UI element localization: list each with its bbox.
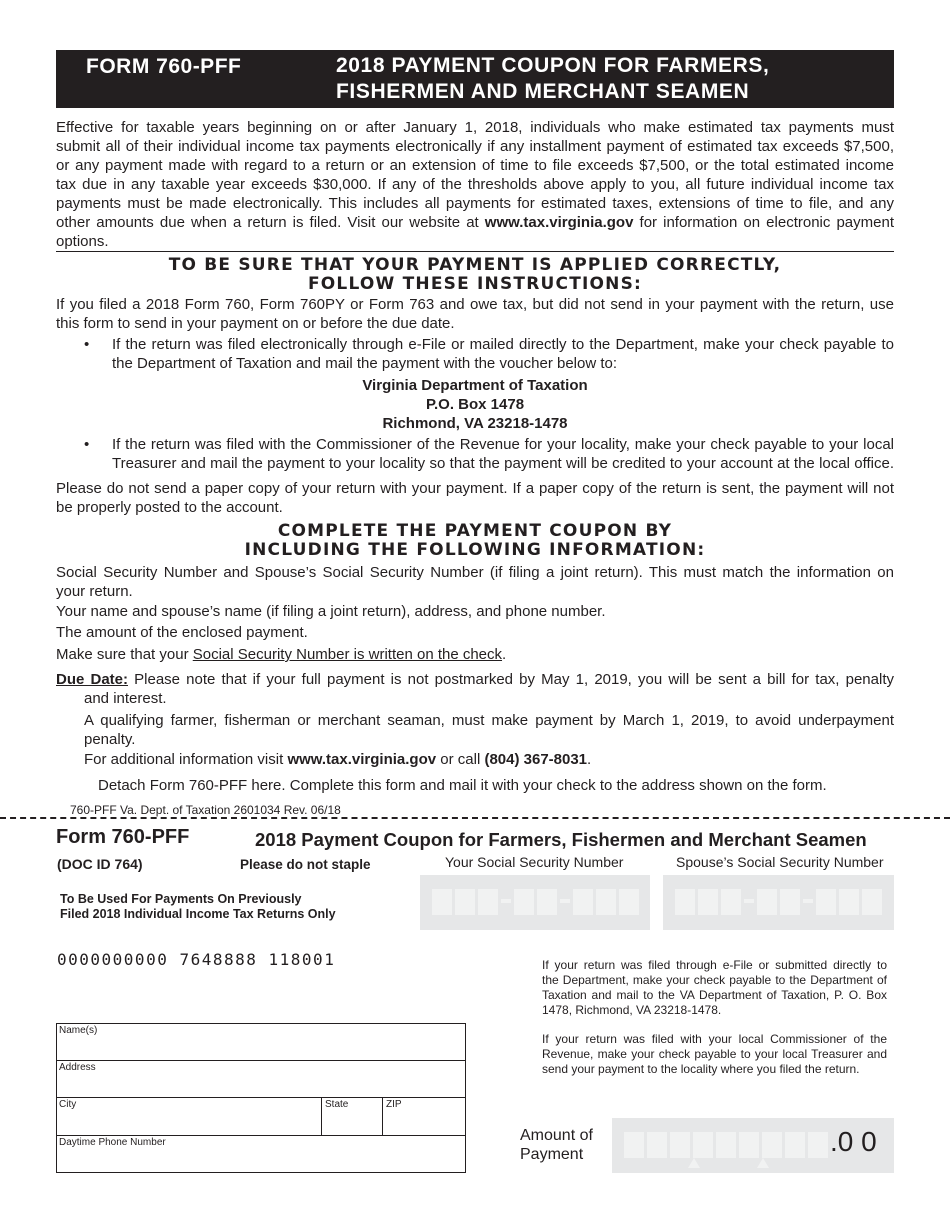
digit-cell bbox=[514, 889, 534, 915]
digit-cell bbox=[670, 1132, 690, 1158]
spouse-ssn-label: Spouse’s Social Security Number bbox=[676, 854, 884, 870]
digit-cell bbox=[573, 889, 593, 915]
your-ssn-label: Your Social Security Number bbox=[445, 854, 624, 870]
coupon-title: 2018 Payment Coupon for Farmers, Fishermen and Merchant Seamen bbox=[255, 829, 867, 850]
text-line: Payment bbox=[520, 1146, 584, 1163]
text-line: Revenue, make your check payable to your local Treasurer and bbox=[542, 1047, 887, 1061]
banner-title bbox=[336, 53, 769, 105]
banner-title-line2: FISHERMEN AND MERCHANT SEAMEN bbox=[336, 80, 750, 103]
underlined-text: Social Security Number is written on the check bbox=[192, 646, 503, 663]
detach-instruction: Detach Form 760-PFF here. Complete this form and mail it with your check to the address shown on the form. bbox=[98, 777, 827, 794]
text-line: the Department, make your check payable to the Department of bbox=[542, 973, 887, 987]
intro-line bbox=[56, 213, 894, 232]
text-line: Filed 2018 Individual Income Tax Returns Only bbox=[60, 907, 336, 921]
state-field[interactable] bbox=[322, 1098, 382, 1135]
amount-field[interactable] bbox=[612, 1118, 894, 1173]
intro-line: or any payment made with regard to a return or an extension of time to file exceeds $7,500, or the total estimated income bbox=[56, 157, 894, 174]
digit-cell bbox=[675, 889, 695, 915]
text-line: be properly posted to the account. bbox=[56, 499, 283, 516]
digit-cell bbox=[455, 889, 475, 915]
section-heading-instructions bbox=[56, 256, 894, 294]
ssn-instruction bbox=[56, 563, 894, 601]
comma-marker-icon bbox=[688, 1158, 700, 1168]
text: . bbox=[587, 751, 592, 768]
heading-line: TO BE SURE THAT YOUR PAYMENT IS APPLIED CORRECTLY, bbox=[168, 255, 782, 275]
form-footer-id: 760-PFF Va. Dept. of Taxation 2601034 Rev. 06/18 bbox=[70, 803, 341, 817]
intro-text: other amounts due when a return is filed. Visit our website at bbox=[56, 214, 485, 231]
digit-cell bbox=[816, 889, 836, 915]
amount-instruction: The amount of the enclosed payment. bbox=[56, 624, 308, 641]
digit-cell bbox=[693, 1132, 713, 1158]
name-label: Name(s) bbox=[59, 1025, 98, 1036]
text-line: Taxation and mail to the VA Department of Taxation, P. O. Box bbox=[542, 988, 887, 1002]
digit-cell bbox=[716, 1132, 736, 1158]
comma-marker-icon bbox=[757, 1158, 769, 1168]
text-line: A qualifying farmer, fisherman or merchant seaman, must make payment by March 1, 2019, to avoid underpayment bbox=[84, 712, 894, 729]
paper-copy-note bbox=[56, 479, 894, 517]
coupon-instructions-locality bbox=[542, 1032, 887, 1077]
text-line: Amount of bbox=[520, 1127, 593, 1144]
text-line: penalty. bbox=[84, 731, 136, 748]
address-line: Virginia Department of Taxation bbox=[362, 377, 588, 394]
text-line: To Be Used For Payments On Previously bbox=[60, 892, 302, 906]
text: or call bbox=[436, 751, 485, 768]
digit-cell bbox=[537, 889, 557, 915]
name-instruction: Your name and spouse’s name (if filing a joint return), address, and phone number. bbox=[56, 603, 606, 620]
bullet-efile bbox=[112, 335, 894, 373]
bullet-icon: • bbox=[84, 336, 90, 353]
intro-line: tax due in any taxable year exceeds $30,000. If any of the thresholds above apply to you, all future individual income tax bbox=[56, 176, 894, 193]
check-instruction bbox=[56, 645, 506, 664]
mailing-address bbox=[56, 376, 894, 433]
digit-cell bbox=[762, 1132, 782, 1158]
digit-cell bbox=[721, 889, 741, 915]
phone-label: Daytime Phone Number bbox=[59, 1137, 166, 1148]
text-line: this form to send in your payment on or before the due date. bbox=[56, 315, 455, 332]
state-label: State bbox=[325, 1099, 349, 1110]
bullet-locality bbox=[112, 435, 894, 473]
due-date-label: Due Date: bbox=[56, 671, 128, 688]
heading-line: FOLLOW THESE INSTRUCTIONS: bbox=[307, 274, 643, 294]
text-line: Treasurer and mail the payment to your locality so that the payment will be credited to your account at the local office. bbox=[112, 455, 894, 472]
your-ssn-field[interactable] bbox=[420, 875, 650, 930]
text-line: If your return was filed through e-File or submitted directly to bbox=[542, 958, 887, 972]
digit-cell bbox=[757, 889, 777, 915]
digit-cell bbox=[647, 1132, 667, 1158]
section-heading-coupon-info bbox=[56, 522, 894, 560]
text-line: 1478, Richmond, VA 23218-1478. bbox=[542, 1003, 722, 1017]
text-line: Social Security Number and Spouse’s Social Security Number (if filing a joint return). This must match the information on bbox=[56, 564, 894, 581]
digit-cell bbox=[839, 889, 859, 915]
text: Please note that if your full payment is not postmarked by May 1, 2019, you will be sent a bill for tax, penalty bbox=[128, 671, 894, 688]
zip-label: ZIP bbox=[386, 1099, 402, 1110]
text-line: your return. bbox=[56, 583, 133, 600]
ocr-scanline: 0000000000 7648888 118001 bbox=[57, 950, 336, 969]
name-field[interactable] bbox=[56, 1024, 466, 1060]
city-field[interactable] bbox=[56, 1098, 321, 1135]
separator-dash bbox=[744, 899, 754, 903]
digit-cell bbox=[596, 889, 616, 915]
bullet-icon: • bbox=[84, 436, 90, 453]
text-line: If the return was filed with the Commissioner of the Revenue for your locality, make your check payable to your local bbox=[112, 436, 894, 453]
digit-cell bbox=[739, 1132, 759, 1158]
intro-paragraph bbox=[56, 118, 894, 251]
heading-line: COMPLETE THE PAYMENT COUPON BY bbox=[277, 521, 673, 541]
usage-note bbox=[60, 892, 336, 922]
amount-label bbox=[520, 1126, 593, 1164]
city-label: City bbox=[59, 1099, 77, 1110]
digit-cell bbox=[862, 889, 882, 915]
digit-cell bbox=[432, 889, 452, 915]
digit-cell bbox=[619, 889, 639, 915]
phone-number: (804) 367-8031 bbox=[484, 751, 588, 768]
text-line: If the return was filed electronically through e-File or mailed directly to the Department, make your check payable to bbox=[112, 336, 894, 353]
intro-line: payments must be made electronically. This includes all payments for estimated taxes, extensions of time to file, and any bbox=[56, 195, 894, 212]
separator-dash bbox=[803, 899, 813, 903]
digit-cell bbox=[698, 889, 718, 915]
cents-value: .0 0 bbox=[830, 1126, 877, 1157]
text: . bbox=[502, 646, 507, 663]
intro-line: options. bbox=[56, 233, 109, 250]
farmer-paragraph bbox=[84, 711, 894, 749]
instructions-paragraph bbox=[56, 295, 894, 333]
address-line: Richmond, VA 23218-1478 bbox=[382, 415, 568, 432]
divider bbox=[56, 251, 894, 252]
website-link[interactable]: www.tax.virginia.gov bbox=[484, 214, 634, 231]
address-line: P.O. Box 1478 bbox=[425, 396, 525, 413]
website-link[interactable]: www.tax.virginia.gov bbox=[287, 751, 437, 768]
text-line: send your payment to the locality where you filed the return. bbox=[542, 1062, 860, 1076]
coupon-instructions-efile bbox=[542, 958, 887, 1018]
digit-cell bbox=[780, 889, 800, 915]
address-label: Address bbox=[59, 1062, 96, 1073]
separator-dash bbox=[501, 899, 511, 903]
digit-cell bbox=[624, 1132, 644, 1158]
due-date-paragraph bbox=[56, 670, 894, 708]
text-line: If you filed a 2018 Form 760, Form 760PY or Form 763 and owe tax, but did not send in your payment with the return, use bbox=[56, 296, 894, 313]
digit-cell bbox=[808, 1132, 828, 1158]
text-line: Please do not send a paper copy of your return with your payment. If a paper copy of the return is sent, the payment will not bbox=[56, 480, 894, 497]
text: For additional information visit bbox=[84, 751, 288, 768]
digit-cell bbox=[478, 889, 498, 915]
text-line: the Department of Taxation and mail the payment with the voucher below to: bbox=[112, 355, 618, 372]
address-field[interactable] bbox=[56, 1061, 466, 1097]
detach-line bbox=[0, 817, 950, 819]
doc-id: (DOC ID 764) bbox=[57, 856, 143, 872]
text-line: and interest. bbox=[84, 690, 167, 707]
separator-dash bbox=[560, 899, 570, 903]
heading-line: INCLUDING THE FOLLOWING INFORMATION: bbox=[244, 540, 706, 560]
additional-info bbox=[84, 750, 591, 769]
text-line: If your return was filed with your local Commissioner of the bbox=[542, 1032, 887, 1046]
spouse-ssn-field[interactable] bbox=[663, 875, 894, 930]
no-staple-note: Please do not staple bbox=[240, 857, 371, 872]
intro-text: for information on electronic payment bbox=[633, 214, 894, 231]
form-banner bbox=[56, 50, 894, 108]
text: Make sure that your bbox=[56, 646, 193, 663]
coupon-form-number: Form 760-PFF bbox=[56, 826, 190, 848]
phone-field[interactable] bbox=[56, 1136, 466, 1172]
intro-line: submit all of their individual income tax payments electronically if any installment payment of estimated tax exceeds $7,500, bbox=[56, 138, 894, 155]
banner-form-number: FORM 760-PFF bbox=[86, 55, 242, 78]
banner-title-line1: 2018 PAYMENT COUPON FOR FARMERS, bbox=[336, 54, 770, 77]
intro-line: Effective for taxable years beginning on or after January 1, 2018, individuals who make estimated tax payments must bbox=[56, 119, 894, 136]
zip-field[interactable] bbox=[383, 1098, 466, 1135]
digit-cell bbox=[785, 1132, 805, 1158]
